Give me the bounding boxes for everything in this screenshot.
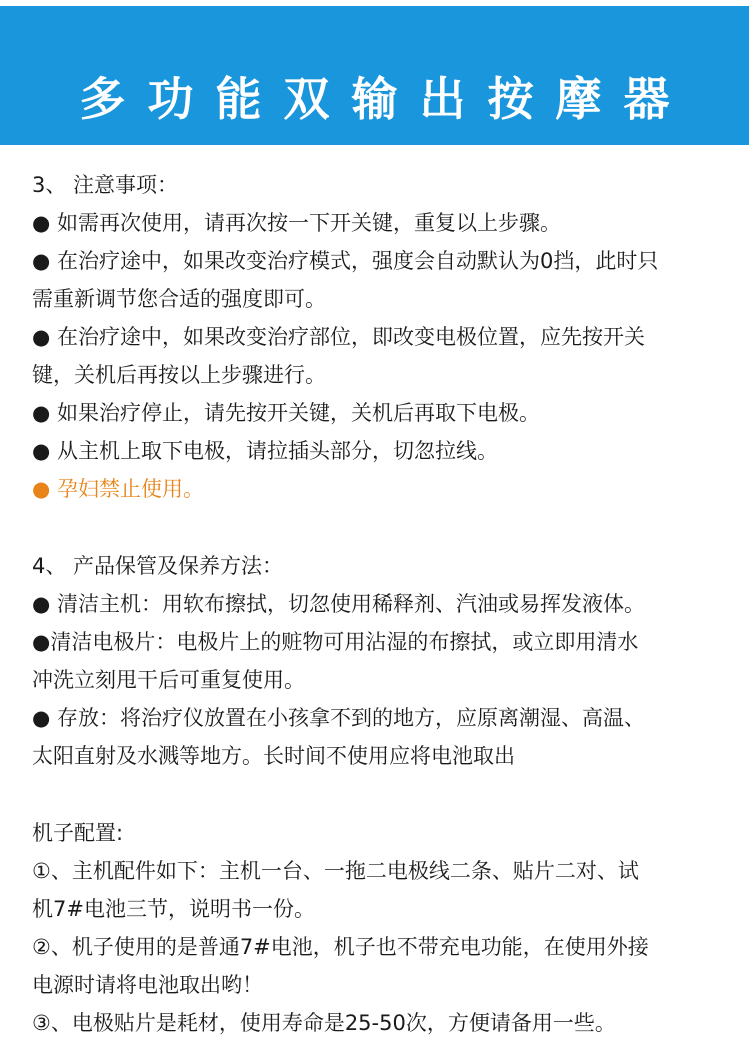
list-item: ● 清洁主机：用软布擦拭，切忽使用稀释剂、汽油或易挥发液体。 bbox=[32, 592, 645, 616]
list-item: ● 在治疗途中，如果改变治疗部位，即改变电极位置，应先按开关 bbox=[32, 325, 645, 349]
pregnancy-warning: ● 孕妇禁止使用。 bbox=[32, 477, 204, 501]
instructions-body bbox=[32, 166, 722, 1042]
list-item: ● 存放：将治疗仪放置在小孩拿不到的地方，应原离潮湿、高温、 bbox=[32, 706, 645, 730]
list-item: ● 在治疗途中，如果改变治疗模式，强度会自动默认为0挡，此时只 bbox=[32, 249, 659, 273]
config-section bbox=[32, 814, 722, 1042]
list-item: ③、电极贴片是耗材，使用寿命是25-50次，方便请备用一些。 bbox=[32, 1011, 616, 1035]
title-banner bbox=[0, 6, 749, 145]
precautions-section bbox=[32, 166, 722, 508]
section-heading: 3、 注意事项： bbox=[32, 173, 179, 197]
list-item-continuation: 电源时请将电池取出哟！ bbox=[32, 973, 263, 997]
maintenance-section bbox=[32, 547, 722, 775]
section-heading: 4、 产品保管及保养方法： bbox=[32, 554, 284, 578]
list-item-continuation: 太阳直射及水溅等地方。长时间不使用应将电池取出 bbox=[32, 744, 515, 768]
list-item: ●清洁电极片：电极片上的赃物可用沾湿的布擦拭，或立即用清水 bbox=[32, 630, 639, 654]
page-title: 多功能双输出按摩器 bbox=[79, 72, 692, 126]
list-item: ● 如需再次使用，请再次按一下开关键，重复以上步骤。 bbox=[32, 211, 561, 235]
list-item-continuation: 冲洗立刻甩干后可重复使用。 bbox=[32, 668, 305, 692]
list-item: ①、主机配件如下：主机一台、一拖二电极线二条、贴片二对、试 bbox=[32, 859, 639, 883]
list-item: ● 从主机上取下电极，请拉插头部分，切忽拉线。 bbox=[32, 439, 498, 463]
list-item-continuation: 键，关机后再按以上步骤进行。 bbox=[32, 363, 326, 387]
list-item-continuation: 机7#电池三节，说明书一份。 bbox=[32, 897, 315, 921]
list-item-continuation: 需重新调节您合适的强度即可。 bbox=[32, 287, 326, 311]
section-heading: 机子配置: bbox=[32, 821, 124, 845]
list-item: ②、机子使用的是普通7#电池，机子也不带充电功能，在使用外接 bbox=[32, 935, 649, 959]
list-item: ● 如果治疗停止，请先按开关键，关机后再取下电极。 bbox=[32, 401, 540, 425]
